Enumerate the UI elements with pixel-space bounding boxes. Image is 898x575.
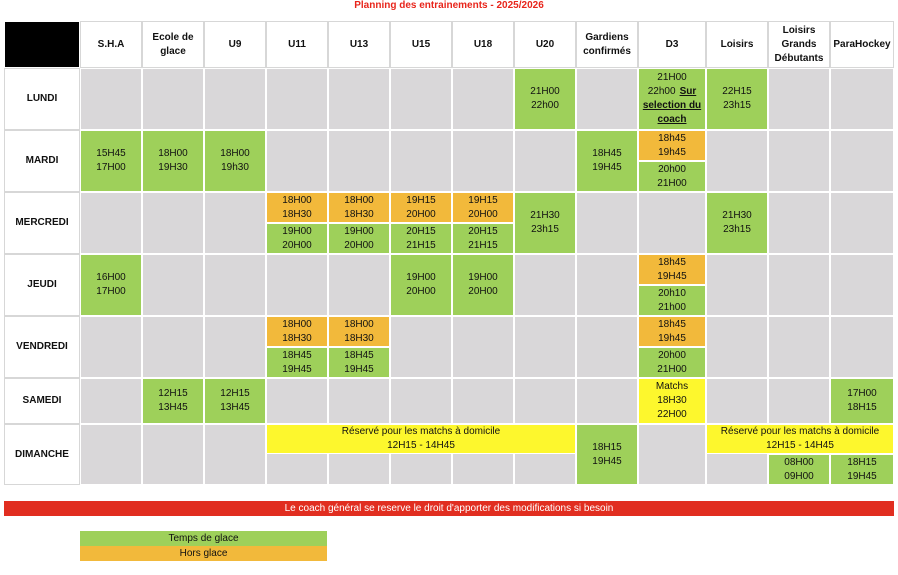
empty-slot: [204, 424, 266, 485]
day-label-text: MERCREDI: [15, 217, 69, 228]
session-mercredi-u13-ice: [328, 223, 390, 254]
empty-slot: [142, 68, 204, 130]
column-header-label: Gardiens confirmés: [583, 31, 631, 57]
empty-slot: [768, 378, 830, 424]
session-mercredi-u13-ice-line: 19H00: [344, 225, 374, 237]
session-vendredi-d3-office-line: 19h45: [658, 332, 686, 344]
session-mercredi-u15-office-line: 19H15: [406, 194, 436, 206]
empty-slot: [142, 316, 204, 378]
session-dimanche-loisirs-gd-line: 09H00: [784, 470, 814, 482]
session-mercredi-u13-office-line: 18H00: [344, 194, 374, 206]
session-lundi-d3: [638, 68, 706, 130]
session-mercredi-u13-office-line: 18H30: [344, 208, 374, 220]
session-dimanche-parahockey-line: 19H45: [847, 470, 877, 482]
session-mardi-gardiens: [576, 130, 638, 192]
session-vendredi-d3-ice-line: 21H00: [657, 363, 687, 375]
column-header: [514, 21, 576, 68]
session-lundi-d3-note-start: Sur: [679, 86, 697, 97]
session-samedi-ecole: [142, 378, 204, 424]
day-label-text: DIMANCHE: [15, 448, 69, 460]
session-lundi-d3-time2: 22h00: [647, 86, 676, 97]
session-vendredi-u11-ice-line: 19H45: [282, 363, 312, 375]
column-header: [706, 21, 768, 68]
empty-slot: [576, 316, 638, 378]
session-samedi-d3-matchs-line: 18H30: [657, 395, 687, 406]
session-vendredi-u13-office-line: 18H00: [344, 318, 374, 330]
session-vendredi-u11-office-line: 18H00: [282, 318, 312, 330]
session-mardi-gardiens-line: 18H45: [592, 148, 622, 159]
empty-slot: [390, 68, 452, 130]
session-dimanche-loisirs-gd: [768, 454, 830, 485]
session-mercredi-loisirs-line: 21H30: [722, 210, 752, 221]
empty-slot: [328, 130, 390, 192]
session-vendredi-u13-office: [328, 316, 390, 347]
session-jeudi-u18: [452, 254, 514, 316]
session-samedi-parahockey: [830, 378, 894, 424]
column-header: [638, 21, 706, 68]
empty-slot: [80, 192, 142, 254]
empty-slot: [266, 378, 328, 424]
session-jeudi-d3-ice: [638, 285, 706, 316]
empty-slot: [830, 68, 894, 130]
session-vendredi-d3-ice-line: 20h00: [658, 349, 686, 361]
session-lundi-d3-line: [648, 85, 696, 99]
corner-cell: [4, 21, 80, 68]
session-samedi-u9: [204, 378, 266, 424]
day-label-text: MARDI: [25, 155, 59, 166]
session-mardi-sha: [80, 130, 142, 192]
column-header-label: ParaHockey: [833, 38, 891, 50]
column-header: [142, 21, 204, 68]
session-vendredi-d3-ice: [638, 347, 706, 378]
session-jeudi-d3-office-line: 18h45: [658, 256, 686, 268]
empty-slot: [768, 192, 830, 254]
empty-slot: [706, 130, 768, 192]
empty-slot: [452, 316, 514, 378]
session-vendredi-u11-ice-line: 18H45: [282, 349, 312, 361]
empty-slot: [390, 378, 452, 424]
column-header-label: U11: [288, 38, 306, 50]
session-vendredi-d3-office-line: 18h45: [658, 318, 686, 330]
day-label-text: SAMEDI: [22, 395, 62, 406]
legend-ice-time: Temps de glace: [80, 531, 327, 546]
session-jeudi-d3-ice-line: 20h10: [658, 287, 686, 299]
empty-slot: [204, 68, 266, 130]
session-mercredi-u18-office-line: 20H00: [468, 208, 498, 220]
session-jeudi-d3-office: [638, 254, 706, 285]
session-vendredi-d3-office: [638, 316, 706, 347]
empty-slot: [576, 254, 638, 316]
session-mercredi-u18-office: [452, 192, 514, 223]
column-header: [80, 21, 142, 68]
empty-slot: [142, 192, 204, 254]
session-mercredi-u15-office-line: 20H00: [406, 208, 436, 220]
empty-slot: [706, 254, 768, 316]
session-jeudi-u18-line: 20H00: [468, 286, 498, 297]
session-mercredi-u11-office-line: 18H30: [282, 208, 312, 220]
session-vendredi-u11-office: [266, 316, 328, 347]
column-header-label: U18: [473, 38, 493, 50]
session-mercredi-u11-office-line: 18H00: [282, 194, 312, 206]
empty-slot: [390, 316, 452, 378]
day-label-text: VENDREDI: [16, 341, 68, 352]
column-header-label: S.H.A: [97, 38, 125, 50]
reserved-home-matches-left-line: Réservé pour les matchs à domicile: [341, 426, 501, 437]
column-header-label: U13: [349, 38, 369, 50]
empty-slot: [80, 378, 142, 424]
session-vendredi-u13-ice-line: 19H45: [344, 363, 374, 375]
empty-slot: [514, 378, 576, 424]
column-header: [390, 21, 452, 68]
column-header: [204, 21, 266, 68]
session-mardi-u9-line: 19h30: [221, 162, 249, 173]
empty-slot: [830, 254, 894, 316]
column-header-label: U20: [535, 38, 555, 50]
reserved-home-matches-left-line: 12H15 - 14H45: [387, 440, 455, 451]
session-mercredi-u18-ice-line: 20H15: [468, 225, 498, 237]
session-jeudi-u15: [390, 254, 452, 316]
empty-slot: [142, 254, 204, 316]
session-mercredi-u18-ice-line: 21H15: [468, 239, 498, 251]
column-header-label: Loisirs Grands Débutants: [774, 24, 824, 64]
empty-slot: [390, 130, 452, 192]
reserved-home-matches-right-line: Réservé pour les matchs à domicile: [720, 426, 880, 437]
column-header-label: D3: [665, 38, 679, 50]
session-mercredi-u13-ice-line: 20H00: [344, 239, 374, 251]
empty-slot: [706, 378, 768, 424]
empty-slot: [514, 130, 576, 192]
session-dimanche-parahockey: [830, 454, 894, 485]
column-header: [452, 21, 514, 68]
session-mardi-ecole-line: 19H30: [158, 162, 188, 173]
session-mercredi-u18-ice: [452, 223, 514, 254]
session-mercredi-u20-line: 23h15: [531, 224, 559, 235]
session-mardi-sha-line: 15H45: [96, 148, 126, 159]
empty-slot: [706, 316, 768, 378]
empty-slot: [514, 254, 576, 316]
empty-slot: [142, 424, 204, 485]
session-vendredi-u13-ice-line: 18H45: [344, 349, 374, 361]
session-mardi-d3-ice-line: 21H00: [657, 177, 687, 189]
session-jeudi-u15-line: 19H00: [406, 272, 436, 283]
session-vendredi-u13-ice: [328, 347, 390, 378]
session-mercredi-u15-ice-line: 21H15: [406, 239, 436, 251]
empty-slot: [768, 68, 830, 130]
session-dimanche-parahockey-line: 18H15: [847, 456, 877, 468]
session-jeudi-d3-ice-line: 21h00: [658, 301, 686, 313]
reserved-home-matches-right-line: 12H15 - 14H45: [766, 440, 834, 451]
session-vendredi-u11-ice: [266, 347, 328, 378]
column-header: [266, 21, 328, 68]
session-samedi-u9-line: 13H45: [220, 402, 250, 413]
column-header-label: Ecole de glace: [152, 31, 194, 57]
session-mardi-d3-ice-line: 20h00: [658, 163, 686, 175]
session-dimanche-loisirs-gd-line: 08H00: [784, 456, 814, 468]
empty-slot: [452, 378, 514, 424]
notice-banner: Le coach général se reserve le droit d'apporter des modifications si besoin: [4, 501, 894, 516]
session-mardi-u9: [204, 130, 266, 192]
column-header-label: Loisirs: [720, 38, 754, 50]
session-samedi-d3-matchs: [638, 378, 706, 424]
empty-slot: [204, 254, 266, 316]
session-samedi-ecole-line: 13H45: [158, 402, 188, 413]
empty-slot: [452, 68, 514, 130]
session-samedi-d3-matchs-line: 22H00: [657, 409, 687, 420]
session-mercredi-loisirs: [706, 192, 768, 254]
empty-slot: [80, 424, 142, 485]
day-label: [4, 378, 80, 424]
session-lundi-d3-note: coach: [657, 114, 687, 125]
column-header-label: U15: [411, 38, 431, 50]
session-samedi-parahockey-line: 18H15: [847, 402, 877, 413]
session-jeudi-sha-line: 17H00: [96, 286, 126, 297]
day-label: [4, 130, 80, 192]
column-header: [576, 21, 638, 68]
day-label: [4, 316, 80, 378]
empty-slot: [204, 316, 266, 378]
empty-slot: [328, 68, 390, 130]
session-lundi-u20-line: 21H00: [530, 86, 560, 97]
session-mercredi-u11-office: [266, 192, 328, 223]
session-mercredi-u15-ice: [390, 223, 452, 254]
session-mercredi-u11-ice: [266, 223, 328, 254]
session-lundi-loisirs-line: 22H15: [722, 86, 752, 97]
session-jeudi-u18-line: 19H00: [468, 272, 498, 283]
column-header-label: U9: [228, 38, 242, 50]
session-mercredi-u15-ice-line: 20H15: [406, 225, 436, 237]
empty-slot: [452, 130, 514, 192]
session-vendredi-u11-office-line: 18H30: [282, 332, 312, 344]
session-samedi-ecole-line: 12H15: [158, 388, 188, 399]
session-samedi-d3-matchs-line: Matchs: [655, 381, 689, 392]
reserved-home-matches-left: [266, 424, 576, 454]
empty-slot: [830, 316, 894, 378]
session-lundi-loisirs: [706, 68, 768, 130]
session-mardi-d3-ice: [638, 161, 706, 192]
session-dimanche-gardiens: [576, 424, 638, 485]
session-dimanche-gardiens-line: 18H15: [592, 441, 622, 453]
session-jeudi-d3-office-line: 19H45: [657, 270, 687, 282]
day-label-text: LUNDI: [26, 93, 58, 104]
day-label: [4, 192, 80, 254]
session-mardi-u9-line: 18H00: [220, 148, 250, 159]
column-header: [768, 21, 830, 68]
empty-slot: [266, 254, 328, 316]
session-dimanche-gardiens-line: 19H45: [592, 455, 622, 467]
session-mercredi-u13-office: [328, 192, 390, 223]
empty-slot: [830, 130, 894, 192]
empty-slot: [80, 68, 142, 130]
day-label: [4, 68, 80, 130]
session-mercredi-u11-ice-line: 19H00: [282, 225, 312, 237]
session-vendredi-u13-office-line: 18H30: [344, 332, 374, 344]
session-mercredi-u20: [514, 192, 576, 254]
session-lundi-d3-note: selection du: [642, 100, 702, 111]
empty-slot: [576, 378, 638, 424]
session-samedi-parahockey-line: 17H00: [847, 388, 877, 399]
session-mardi-d3-office-line: 19h45: [658, 146, 686, 158]
session-jeudi-u15-line: 20H00: [406, 286, 436, 297]
session-jeudi-sha: [80, 254, 142, 316]
session-mardi-gardiens-line: 19H45: [592, 162, 622, 173]
empty-slot: [576, 192, 638, 254]
column-header: [328, 21, 390, 68]
day-label: [4, 254, 80, 316]
session-lundi-d3-line: 21H00: [657, 72, 687, 83]
session-mardi-sha-line: 17H00: [96, 162, 126, 173]
session-mercredi-loisirs-line: 23h15: [723, 224, 751, 235]
session-jeudi-sha-line: 16H00: [96, 272, 126, 283]
day-label-text: JEUDI: [27, 279, 57, 290]
day-label: [4, 424, 80, 485]
session-mercredi-u20-line: 21H30: [530, 210, 560, 221]
empty-slot: [266, 68, 328, 130]
empty-slot: [638, 424, 706, 485]
empty-slot: [328, 378, 390, 424]
legend-off-ice: Hors glace: [80, 546, 327, 561]
session-mercredi-u11-ice-line: 20H00: [282, 239, 312, 251]
session-mardi-d3-office: [638, 130, 706, 161]
session-mercredi-u15-office: [390, 192, 452, 223]
empty-slot: [266, 130, 328, 192]
empty-slot: [768, 130, 830, 192]
empty-slot: [638, 192, 706, 254]
session-mardi-d3-office-line: 18h45: [658, 132, 686, 144]
empty-slot: [768, 254, 830, 316]
empty-slot: [576, 68, 638, 130]
session-mardi-ecole: [142, 130, 204, 192]
session-samedi-u9-line: 12H15: [220, 388, 250, 399]
empty-slot: [328, 254, 390, 316]
empty-slot: [768, 316, 830, 378]
session-lundi-loisirs-line: 23h15: [723, 100, 751, 111]
session-lundi-u20: [514, 68, 576, 130]
session-mardi-ecole-line: 18H00: [158, 148, 188, 159]
session-mercredi-u18-office-line: 19H15: [468, 194, 498, 206]
empty-slot: [830, 192, 894, 254]
reserved-home-matches-right: [706, 424, 894, 454]
empty-slot: [204, 192, 266, 254]
column-header: [830, 21, 894, 68]
session-lundi-u20-line: 22h00: [531, 100, 559, 111]
page-title: Planning des entrainements - 2025/2026: [354, 0, 544, 11]
empty-slot: [80, 316, 142, 378]
empty-slot: [514, 316, 576, 378]
